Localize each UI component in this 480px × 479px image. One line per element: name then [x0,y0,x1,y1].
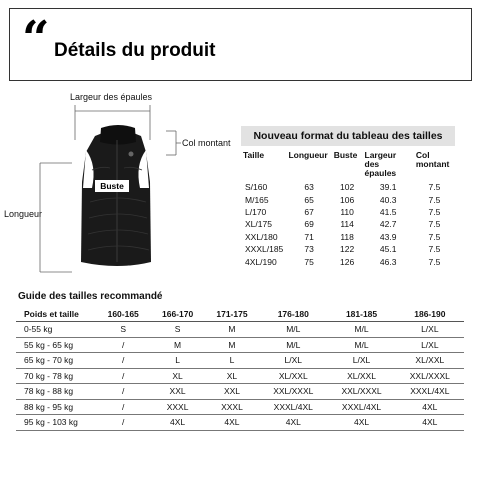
page-title: Détails du produit [54,40,216,61]
height-col-header: 171-175 [205,306,259,322]
weight-cell: 0-55 kg [16,322,96,338]
collar-label: Col montant [182,138,231,148]
length-cell: 71 [304,231,314,242]
shoulder-cell: 40.3 [379,194,397,205]
shoulder-cell: 39.1 [379,182,397,193]
size-cell: / [96,399,150,415]
table-row [16,322,464,338]
size-cell: / [96,384,150,400]
size-cell: 4XL [205,415,259,431]
size-cell: XXXL [150,399,204,415]
table-row [241,193,455,205]
size-chart-table [241,150,455,268]
shoulder-cell: 46.3 [379,256,397,267]
height-col-header: 181-185 [327,306,395,322]
size-cell: 4XL [259,415,327,431]
size-cell: XXL/XXXL [259,384,327,400]
table-row [241,255,455,267]
weight-cell: 95 kg - 103 kg [16,415,96,431]
size-cell: XXXL/4XL [259,399,327,415]
collar-cell: 7.5 [428,244,441,255]
size-cell: L/XL [396,337,464,353]
table-row [16,399,464,415]
table-row [241,206,455,218]
bust-col-header: Buste [333,150,358,160]
collar-cell: 7.5 [428,231,441,242]
collar-cell: 7.5 [428,194,441,205]
bust-cell: 114 [340,219,354,230]
height-col-header: 160-165 [96,306,150,322]
shoulder-cell: 42.7 [379,219,397,230]
size-cell: XXXL [205,399,259,415]
size-cell: 4XL [150,415,204,431]
size-cell: / [96,368,150,384]
size-cell: M [205,322,259,338]
size-chart-title: Nouveau format du tableau des tailles [241,126,455,146]
size-cell: 4XL/190 [245,256,277,267]
size-cell: XXXL/4XL [327,399,395,415]
bust-cell: 122 [340,244,355,255]
weight-cell: 78 kg - 88 kg [16,384,96,400]
shoulder-cell: 45.1 [379,244,397,255]
size-cell: XXL [205,384,259,400]
size-cell: 4XL [396,415,464,431]
size-cell: S [150,322,204,338]
bust-cell: 102 [340,182,355,193]
size-cell: M [150,337,204,353]
guide-header-row [16,306,464,322]
quote-mark: “ [22,11,50,67]
size-cell: L/XL [259,353,327,369]
size-cell: L/170 [245,206,267,217]
size-cell: 4XL [396,399,464,415]
size-cell: L [150,353,204,369]
bust-cell: 118 [340,231,354,242]
size-cell: XXL/XXXL [327,384,395,400]
size-cell: / [96,415,150,431]
size-cell: XL/XXL [327,368,395,384]
length-cell: 65 [304,194,314,205]
bust-cell: 110 [340,206,354,217]
size-cell: XXL [150,384,204,400]
size-cell: S/160 [245,182,268,193]
collar-cell: 7.5 [428,206,441,217]
size-cell: M/L [259,322,327,338]
table-row [16,337,464,353]
length-col-header: Longueur [288,150,328,160]
table-row [16,415,464,431]
height-col-header: 166-170 [150,306,204,322]
shoulder-cell: 43.9 [379,231,397,242]
length-cell: 67 [304,206,314,217]
weight-cell: 70 kg - 78 kg [16,368,96,384]
size-cell: S [96,322,150,338]
size-cell: / [96,353,150,369]
bust-cell: 126 [340,256,355,267]
table-row [16,353,464,369]
table-row [241,231,455,243]
size-cell: / [96,337,150,353]
size-cell: XXL/XXXL [396,368,464,384]
vest-shape [81,125,151,266]
length-label: Longueur [4,209,43,219]
size-cell: L/XL [396,322,464,338]
shoulder-width-label: Largeur des épaules [70,92,153,102]
size-cell: XL/XXL [396,353,464,369]
length-cell: 73 [304,244,314,255]
collar-col-header: Col montant [415,150,450,169]
collar-cell: 7.5 [428,182,441,193]
size-cell: XL/175 [245,219,272,230]
table-row [16,368,464,384]
size-cell: L [205,353,259,369]
height-col-header: 176-180 [259,306,327,322]
size-cell: M/L [259,337,327,353]
size-cell: M/L [327,337,395,353]
size-cell: XL/XXL [259,368,327,384]
table-row [241,181,455,193]
size-cell: XXXL/185 [245,244,284,255]
length-cell: 63 [304,182,314,193]
size-cell: XXXL/4XL [396,384,464,400]
size-cell: 4XL [327,415,395,431]
weight-height-header: Poids et taille [16,306,96,322]
guide-title: Guide des tailles recommandé [18,291,163,302]
table-row [241,243,455,255]
size-chart-header-row [241,150,455,181]
size-cell: M [205,337,259,353]
height-col-header: 186-190 [396,306,464,322]
collar-cell: 7.5 [428,256,441,267]
shoulder-cell: 41.5 [379,206,397,217]
size-cell: XXL/180 [245,231,278,242]
bust-label: Buste [95,180,129,192]
bust-cell: 106 [340,194,355,205]
table-row [241,218,455,230]
size-guide-table [16,306,464,431]
weight-cell: 65 kg - 70 kg [16,353,96,369]
size-cell: M/165 [245,194,269,205]
table-row [16,384,464,400]
size-cell: L/XL [327,353,395,369]
length-cell: 75 [304,256,314,267]
size-cell: XL [150,368,204,384]
size-cell: M/L [327,322,395,338]
collar-cell: 7.5 [428,219,441,230]
weight-cell: 55 kg - 65 kg [16,337,96,353]
weight-cell: 88 kg - 95 kg [16,399,96,415]
length-cell: 69 [304,219,314,230]
size-col-header: Taille [243,150,265,160]
shoulder-col-header: Largeur des épaules [364,150,397,178]
size-cell: XL [205,368,259,384]
